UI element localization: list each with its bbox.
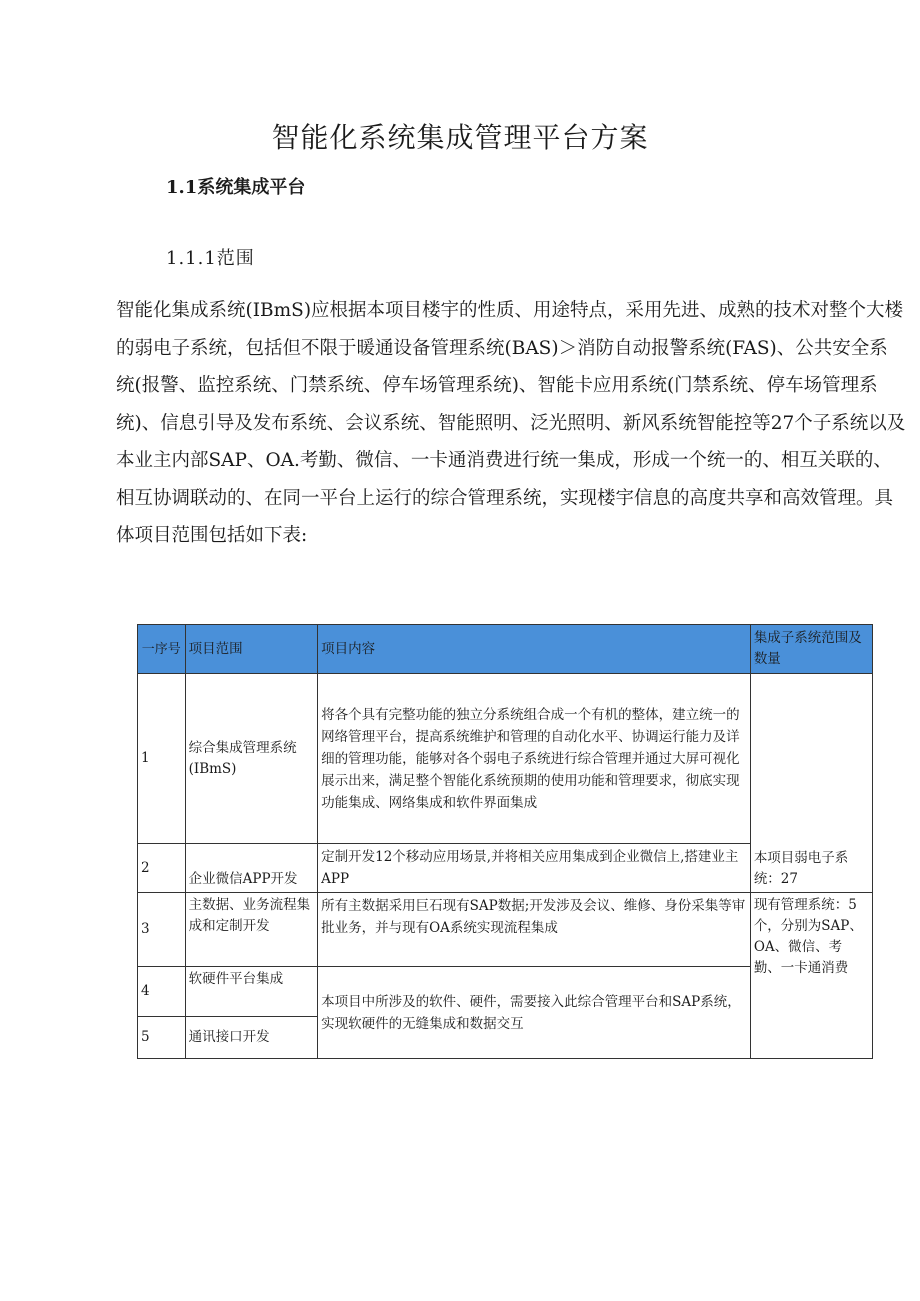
row-seq: 2: [138, 844, 186, 893]
count-group-1: 本项目弱电子系统：27: [750, 674, 872, 893]
scope-table-container: [137, 624, 873, 1059]
table-row: [138, 893, 873, 967]
header-seq: 一序号: [138, 625, 186, 674]
count-group-2: 现有管理系统：5个，分别为SAP、OA、微信、考勤、一卡通消费: [750, 893, 872, 1059]
row-content: 定制开发12个移动应用场景,并将相关应用集成到企业微信上,搭建业主APP: [318, 844, 751, 893]
row-range: 软硬件平台集成: [185, 967, 318, 1017]
document-title: 智能化系统集成管理平台方案: [271, 121, 649, 154]
subsection-heading: 1.1.1范围: [166, 248, 255, 269]
row-seq: 1: [138, 674, 186, 844]
row-range: 主数据、业务流程集成和定制开发: [185, 893, 318, 967]
row-range: 通讯接口开发: [185, 1017, 318, 1059]
section-heading: 1.1系统集成平台: [166, 177, 306, 198]
row-seq: 5: [138, 1017, 186, 1059]
row-content: 所有主数据采用巨石现有SAP数据;开发涉及会议、维修、身份采集等审批业务，并与现有OA系统实现流程集成: [318, 893, 751, 967]
header-range: 项目范围: [185, 625, 318, 674]
scope-table: [137, 624, 873, 1059]
row-content: 本项目中所涉及的软件、硬件，需要接入此综合管理平台和SAP系统，实现软硬件的无缝集成和数据交互: [318, 967, 751, 1059]
row-range: 企业微信APP开发: [185, 844, 318, 893]
scope-paragraph: 智能化集成系统(IBmS)应根据本项目楼宇的性质、用途特点，采用先进、成熟的技术对整个大楼的弱电子系统，包括但不限于暖通设备管理系统(BAS)＞消防自动报警系统(FAS)、公共安全系统(报警、监控系统、门禁系统、停车场管理系统)、智能卡应用系统(门禁系统、停车场管理系统)、信息引导及发布系统、会议系统、智能照明、泛光照明、新风系统智能控等27个子系统以及本业主内部SAP、OA.考勤、微信、一卡通消费进行统一集成，形成一个统一的、相互关联的、相互协调联动的、在同一平台上运行的综合管理系统，实现楼宇信息的高度共享和高效管理。具体项目范围包括如下表:: [116, 300, 906, 546]
table-row: [138, 674, 873, 844]
row-seq: 4: [138, 967, 186, 1017]
row-content: 将各个具有完整功能的独立分系统组合成一个有机的整体，建立统一的网络管理平台，提高系统维护和管理的自动化水平、协调运行能力及详细的管理功能，能够对各个弱电子系统进行综合管理并通过大屏可视化展示出来，满足整个智能化系统预期的使用功能和管理要求，彻底实现功能集成、网络集成和软件界面集成: [318, 674, 751, 844]
row-range: 综合集成管理系统(IBmS): [185, 674, 318, 844]
row-seq: 3: [138, 893, 186, 967]
header-content: 项目内容: [318, 625, 751, 674]
header-count: 集成子系统范围及数量: [750, 625, 872, 674]
table-header-row: [138, 625, 873, 674]
